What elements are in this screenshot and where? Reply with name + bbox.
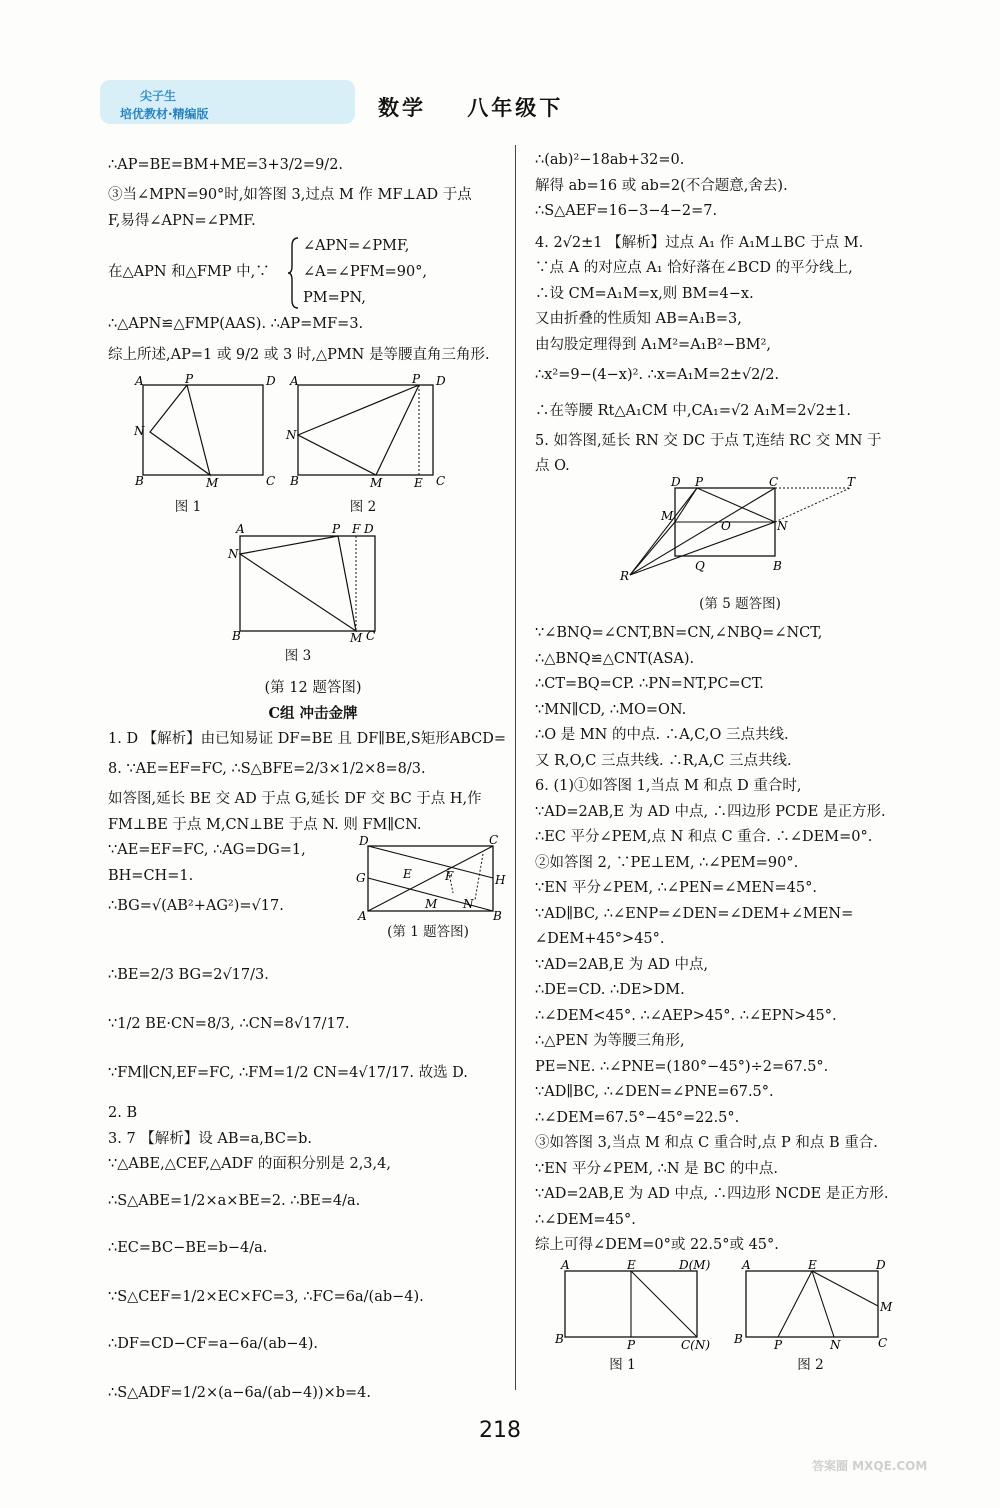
svg-text:O: O	[721, 518, 731, 533]
watermark-logo	[808, 1420, 988, 1500]
text-line: ∵AD=2AB,E 为 AD 中点, ∴四边形 NCDE 是正方形.	[535, 1186, 889, 1202]
svg-text:C: C	[769, 474, 779, 489]
q1-diagram	[353, 833, 506, 933]
text-line: ∵AD=2AB,E 为 AD 中点,	[535, 956, 709, 973]
figure-row	[535, 1257, 945, 1379]
text-line: ③当∠MPN=90°时,如答图 3,过点 M 作 MF⊥AD 于点	[108, 187, 472, 203]
q6-figure-1	[535, 1257, 711, 1379]
figure-caption: 图 1	[174, 498, 202, 515]
left-column	[108, 148, 518, 1411]
svg-text:E: E	[627, 1257, 636, 1272]
logo-bottom-text: 培优教材·精编版	[120, 107, 209, 121]
svg-text:M: M	[661, 508, 674, 523]
brace-icon	[288, 236, 300, 310]
svg-text:P: P	[774, 1337, 783, 1352]
svg-text:M: M	[370, 475, 383, 490]
text-line: ∵EN 平分∠PEM, ∴∠PEN=∠MEN=45°.	[535, 880, 817, 896]
figure-caption: (第 5 题答图)	[699, 595, 781, 612]
q1-block	[108, 833, 518, 954]
figure-group-caption: (第 12 题答图)	[264, 679, 362, 696]
text-line: ∵△ABE,△CEF,△ADF 的面积分别是 2,3,4,	[108, 1156, 391, 1172]
brace-line-1: ∠APN=∠PMF,	[303, 238, 410, 254]
svg-text:B: B	[290, 473, 299, 488]
svg-text:C: C	[266, 473, 276, 488]
svg-text:A: A	[236, 522, 245, 536]
svg-text:M: M	[206, 475, 219, 490]
text-line: ∵点 A 的对应点 A₁ 恰好落在∠BCD 的平分线上,	[535, 260, 853, 276]
q6-diagram-1	[535, 1257, 711, 1353]
svg-text:M: M	[425, 897, 438, 911]
text-line: FM⊥BE 于点 M,CN⊥BE 于点 N. 则 FM∥CN.	[108, 816, 422, 833]
figure-row	[108, 371, 518, 521]
svg-text:N: N	[830, 1337, 841, 1352]
svg-text:A: A	[358, 909, 367, 923]
text-line: ∴O 是 MN 的中点. ∴A,C,O 三点共线.	[535, 727, 789, 743]
svg-text:P: P	[185, 371, 194, 386]
header-title: 数学 八年级下	[378, 95, 564, 120]
text-line: ∴EC=BC−BE=b−4/a.	[108, 1239, 268, 1256]
svg-text:P: P	[695, 474, 704, 489]
text-line: ∴BG=√(AB²+AG²)=√17.	[108, 898, 284, 914]
svg-text:P: P	[627, 1337, 636, 1352]
svg-text:M: M	[350, 631, 363, 645]
text-line: BH=CH=1.	[108, 867, 194, 884]
text-line: 如答图,延长 BE 交 AD 于点 G,延长 DF 交 BC 于点 H,作	[108, 791, 482, 807]
q5-diagram	[615, 474, 865, 592]
text-line: ∵AD∥BC, ∴∠DEN=∠PNE=67.5°.	[535, 1084, 774, 1100]
svg-text:B: B	[734, 1331, 743, 1346]
svg-text:B: B	[232, 629, 241, 643]
svg-text:C: C	[366, 629, 376, 643]
svg-text:D: D	[364, 522, 374, 536]
section-heading: C组 冲击金牌	[268, 705, 358, 722]
text-line: 综上所述,AP=1 或 9/2 或 3 时,△PMN 是等腰直角三角形.	[108, 346, 490, 363]
svg-text:A: A	[135, 373, 144, 388]
figure-caption: 图 1	[609, 1356, 636, 1373]
svg-text:H: H	[495, 873, 506, 887]
svg-text:B: B	[555, 1331, 564, 1346]
svg-text:C: C	[489, 833, 499, 847]
text-line: 8. ∵AE=EF=FC, ∴S△BFE=2/3×1/2×8=8/3.	[108, 761, 426, 777]
text-line: ∵AD∥BC, ∴∠ENP=∠DEN=∠DEM+∠MEN=	[535, 905, 854, 922]
text-line: ∵∠BNQ=∠CNT,BN=CN,∠NBQ=∠NCT,	[535, 625, 823, 641]
text-line: ∴DF=CD−CF=a−6a/(ab−4).	[108, 1335, 319, 1352]
svg-text:D: D	[876, 1257, 886, 1272]
svg-text:E: E	[403, 867, 412, 881]
svg-text:R: R	[620, 568, 630, 583]
text-line: ∴EC 平分∠PEM,点 N 和点 C 重合. ∴∠DEM=0°.	[535, 829, 873, 845]
svg-text:A: A	[742, 1257, 751, 1272]
text-line: ∵EN 平分∠PEM, ∴N 是 BC 的中点.	[535, 1160, 779, 1177]
text-line: ∴△APN≌△FMP(AAS). ∴AP=MF=3.	[108, 316, 364, 332]
system-of-equations	[108, 234, 518, 312]
svg-text:Q: Q	[695, 558, 705, 573]
svg-text:E: E	[414, 475, 423, 490]
text-line: ②如答图 2, ∵PE⊥EM, ∴∠PEM=90°.	[535, 854, 799, 871]
q5-figure	[615, 474, 945, 618]
svg-text:D: D	[266, 373, 276, 388]
text-line: ∴△PEN 为等腰三角形,	[535, 1033, 685, 1049]
text-line: ∴∠DEM=45°.	[535, 1211, 636, 1228]
figure-3	[218, 524, 518, 670]
brace-line-2: ∠A=∠PFM=90°,	[303, 264, 428, 280]
svg-text:P: P	[332, 522, 341, 536]
figure-caption: 图 2	[797, 1356, 824, 1373]
svg-text:N: N	[228, 547, 239, 561]
svg-text:E: E	[808, 1257, 817, 1272]
text-line: 2. B	[108, 1105, 138, 1121]
text-line: 4. 2√2±1 【解析】过点 A₁ 作 A₁M⊥BC 于点 M.	[535, 234, 864, 251]
text-line: ∴CT=BQ=CP. ∴PN=NT,PC=CT.	[535, 676, 764, 692]
svg-text:B: B	[773, 558, 782, 573]
text-line: ∴BE=2/3 BG=2√17/3.	[108, 967, 269, 983]
text-line: F,易得∠APN=∠PMF.	[108, 212, 256, 229]
text-line: ∵AE=EF=FC, ∴AG=DG=1,	[108, 842, 306, 858]
text-line: ∴S△ABE=1/2×a×BE=2. ∴BE=4/a.	[108, 1192, 361, 1209]
brace-prefix: 在△APN 和△FMP 中,∵	[108, 264, 270, 280]
text-line: 3. 7 【解析】设 AB=a,BC=b.	[108, 1130, 312, 1147]
svg-text:D: D	[671, 474, 681, 489]
text-line: 解得 ab=16 或 ab=2(不合题意,舍去).	[535, 177, 788, 194]
page-header	[100, 78, 580, 128]
text-line: ∠DEM+45°>45°.	[535, 931, 665, 947]
text-line: ∴AP=BE=BM+ME=3+3/2=9/2.	[108, 157, 344, 173]
logo-top-text: 尖子生	[140, 89, 177, 103]
svg-text:T: T	[847, 474, 856, 489]
text-line: ∵S△CEF=1/2×EC×FC=3, ∴FC=6a/(ab−4).	[108, 1288, 424, 1305]
book-logo	[100, 78, 355, 126]
svg-text:N: N	[134, 423, 145, 438]
svg-text:N: N	[463, 897, 474, 911]
text-line: ∴(ab)²−18ab+32=0.	[535, 152, 685, 168]
text-line: 6. (1)①如答图 1,当点 M 和点 D 重合时,	[535, 778, 802, 794]
text-line: ∴在等腰 Rt△A₁CM 中,CA₁=√2 A₁M=2√2±1.	[535, 403, 852, 419]
svg-text:M: M	[880, 1299, 893, 1314]
text-line: ∴x²=9−(4−x)². ∴x=A₁M=2±√2/2.	[535, 367, 780, 383]
text-line: ∴△BNQ≌△CNT(ASA).	[535, 650, 695, 667]
svg-text:B: B	[135, 473, 144, 488]
text-line: ∴S△AEF=16−3−4−2=7.	[535, 203, 718, 219]
figure-caption: 图 2	[349, 498, 377, 515]
q6-figure-2	[728, 1257, 893, 1379]
diagram-rect-2	[278, 371, 448, 495]
svg-text:N: N	[286, 427, 297, 442]
text-line: ∴∠DEM<45°. ∴∠AEP>45°. ∴∠EPN>45°.	[535, 1007, 837, 1024]
svg-text:A: A	[290, 373, 299, 388]
svg-text:A: A	[561, 1257, 570, 1272]
svg-text:D(M): D(M)	[679, 1257, 711, 1272]
diagram-rect-3	[218, 524, 378, 644]
svg-text:G: G	[356, 871, 366, 885]
text-line: 点 O.	[535, 458, 570, 474]
svg-text:C: C	[878, 1335, 888, 1350]
svg-text:D: D	[359, 834, 369, 848]
text-line: ③如答图 3,当点 M 和点 C 重合时,点 P 和点 B 重合.	[535, 1135, 878, 1151]
text-line: ∵MN∥CD, ∴MO=ON.	[535, 701, 687, 718]
text-line: ∴∠DEM=67.5°−45°=22.5°.	[535, 1109, 740, 1126]
text-line: 5. 如答图,延长 RN 交 DC 于点 T,连结 RC 交 MN 于	[535, 432, 882, 449]
text-line: PE=NE. ∴∠PNE=(180°−45°)÷2=67.5°.	[535, 1058, 829, 1075]
text-line: 又由折叠的性质知 AB=A₁B=3,	[535, 311, 742, 327]
text-line: ∴DE=CD. ∴DE>DM.	[535, 982, 685, 998]
text-line: ∵AD=2AB,E 为 AD 中点, ∴四边形 PCDE 是正方形.	[535, 803, 886, 820]
svg-text:F: F	[352, 522, 361, 536]
text-line: ∴S△ADF=1/2×(a−6a/(ab−4))×b=4.	[108, 1384, 371, 1401]
figure-1	[108, 371, 276, 521]
text-line: ∴设 CM=A₁M=x,则 BM=4−x.	[535, 285, 754, 302]
column-divider	[515, 145, 516, 1390]
text-line: 1. D 【解析】由已知易证 DF=BE 且 DF∥BE,S矩形ABCD=	[108, 730, 507, 747]
svg-text:N: N	[777, 518, 788, 533]
text-line: 综上可得∠DEM=0°或 22.5°或 45°.	[535, 1237, 779, 1253]
q6-diagram-2	[728, 1257, 893, 1353]
watermark-text: 答案圈 MXQE.COM	[812, 1459, 928, 1473]
text-line: 又 R,O,C 三点共线. ∴R,A,C 三点共线.	[535, 752, 792, 769]
text-line: ∵FM∥CN,EF=FC, ∴FM=1/2 CN=4√17/17. 故选 D.	[108, 1065, 468, 1081]
svg-text:P: P	[412, 371, 421, 386]
svg-text:D: D	[436, 373, 446, 388]
page-number: 218	[479, 1418, 521, 1443]
svg-text:B: B	[493, 909, 502, 923]
text-line: 由勾股定理得到 A₁M²=A₁B²−BM²,	[535, 336, 772, 353]
svg-text:F: F	[445, 869, 454, 883]
figure-2	[278, 371, 448, 521]
brace-line-3: PM=PN,	[303, 290, 366, 306]
svg-text:C: C	[436, 473, 446, 488]
text-line: ∵1/2 BE·CN=8/3, ∴CN=8√17/17.	[108, 1016, 350, 1032]
figure-caption: 图 3	[284, 648, 312, 664]
figure-caption: (第 1 题答图)	[387, 924, 469, 940]
right-column	[535, 148, 945, 1378]
diagram-rect-1	[108, 371, 276, 495]
svg-text:C(N): C(N)	[681, 1337, 711, 1352]
